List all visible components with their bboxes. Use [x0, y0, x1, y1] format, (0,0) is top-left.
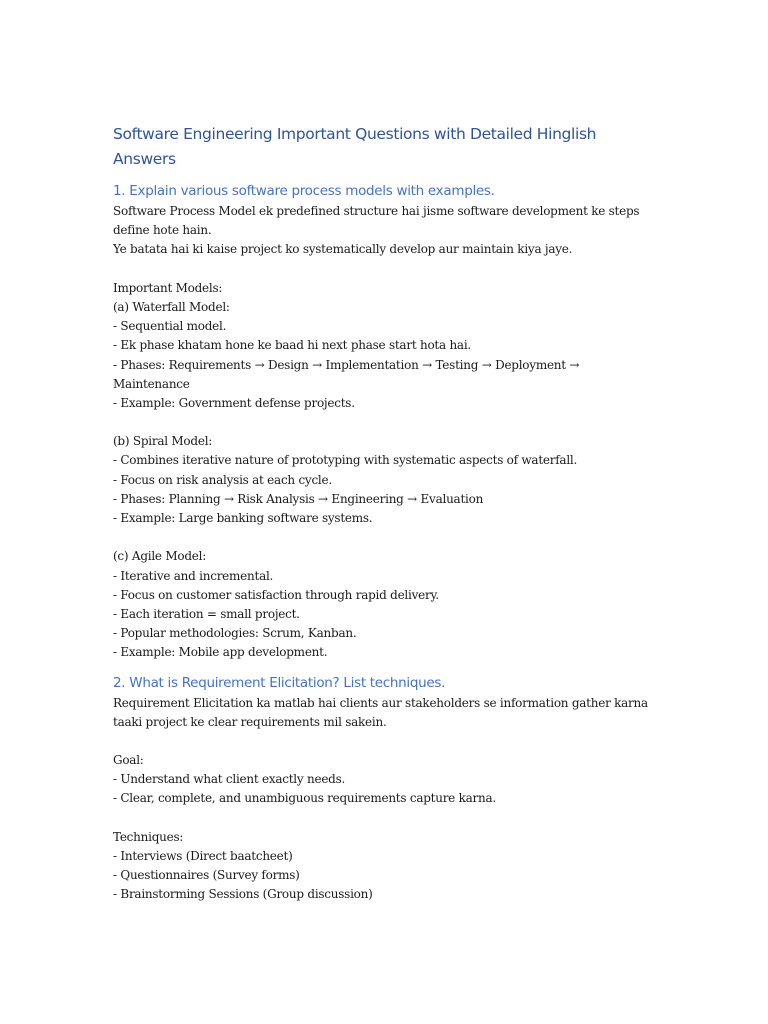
list-item: - Interviews (Direct baatcheet)	[113, 849, 293, 863]
section-body-requirement-elicitation	[113, 694, 658, 905]
subheading-waterfall: (a) Waterfall Model:	[113, 299, 230, 314]
list-item-continuation: Maintenance	[113, 376, 190, 391]
blank-line	[113, 260, 658, 279]
paragraph-line: Ye batata hai ki kaise project ko systematically develop aur maintain kiya jaye.	[113, 242, 573, 257]
subheading-spiral: (b) Spiral Model:	[113, 434, 213, 449]
subheading-goal: Goal:	[113, 753, 144, 768]
document-title	[113, 122, 658, 172]
document-page	[113, 122, 658, 915]
blank-line	[113, 809, 658, 828]
subheading-agile: (c) Agile Model:	[113, 549, 207, 564]
list-item: - Focus on risk analysis at each cycle.	[113, 472, 332, 487]
section-process-models	[113, 181, 658, 663]
section-heading-process-models: 1. Explain various software process models with examples.	[113, 183, 495, 199]
subheading-techniques: Techniques:	[113, 829, 184, 844]
paragraph-line: Important Models:	[113, 280, 223, 295]
list-item: - Each iteration = small project.	[113, 606, 300, 621]
blank-line	[113, 413, 658, 432]
list-item: - Focus on customer satisfaction through rapid delivery.	[113, 587, 439, 602]
list-item: - Iterative and incremental.	[113, 568, 274, 583]
list-item: - Questionnaires (Survey forms)	[113, 868, 300, 883]
section-body-process-models	[113, 202, 658, 663]
section-heading-requirement-elicitation: 2. What is Requirement Elicitation? List techniques.	[113, 674, 446, 691]
paragraph-line: define hote hain.	[113, 223, 212, 238]
list-item: - Brainstorming Sessions (Group discussion)	[113, 887, 373, 902]
section-requirement-elicitation	[113, 673, 658, 905]
list-item: - Clear, complete, and unambiguous requirements capture karna.	[113, 791, 496, 806]
list-item: - Ek phase khatam hone ke baad hi next phase start hota hai.	[113, 338, 471, 353]
list-item: - Understand what client exactly needs.	[113, 772, 346, 787]
list-item: - Popular methodologies: Scrum, Kanban.	[113, 626, 357, 641]
list-item: - Sequential model.	[113, 319, 227, 334]
list-item: - Example: Mobile app development.	[113, 645, 328, 660]
list-item: - Phases: Requirements → Design → Implementation → Testing → Deployment →	[113, 357, 580, 372]
paragraph-line: Requirement Elicitation ka matlab hai clients aur stakeholders se information gather karna	[113, 695, 648, 710]
list-item: - Example: Government defense projects.	[113, 395, 355, 410]
blank-line	[113, 528, 658, 547]
document-title-line-2: Answers	[113, 150, 176, 168]
document-title-line-1: Software Engineering Important Questions with Detailed Hinglish	[113, 125, 597, 143]
list-item: - Phases: Planning → Risk Analysis → Engineering → Evaluation	[113, 491, 484, 506]
list-item: - Combines iterative nature of prototyping with systematic aspects of waterfall.	[113, 453, 578, 468]
paragraph-line: Software Process Model ek predefined structure hai jisme software development ke steps	[113, 204, 640, 218]
blank-line	[113, 732, 658, 751]
paragraph-line: taaki project ke clear requirements mil sakein.	[113, 714, 387, 729]
list-item: - Example: Large banking software systems.	[113, 511, 373, 525]
